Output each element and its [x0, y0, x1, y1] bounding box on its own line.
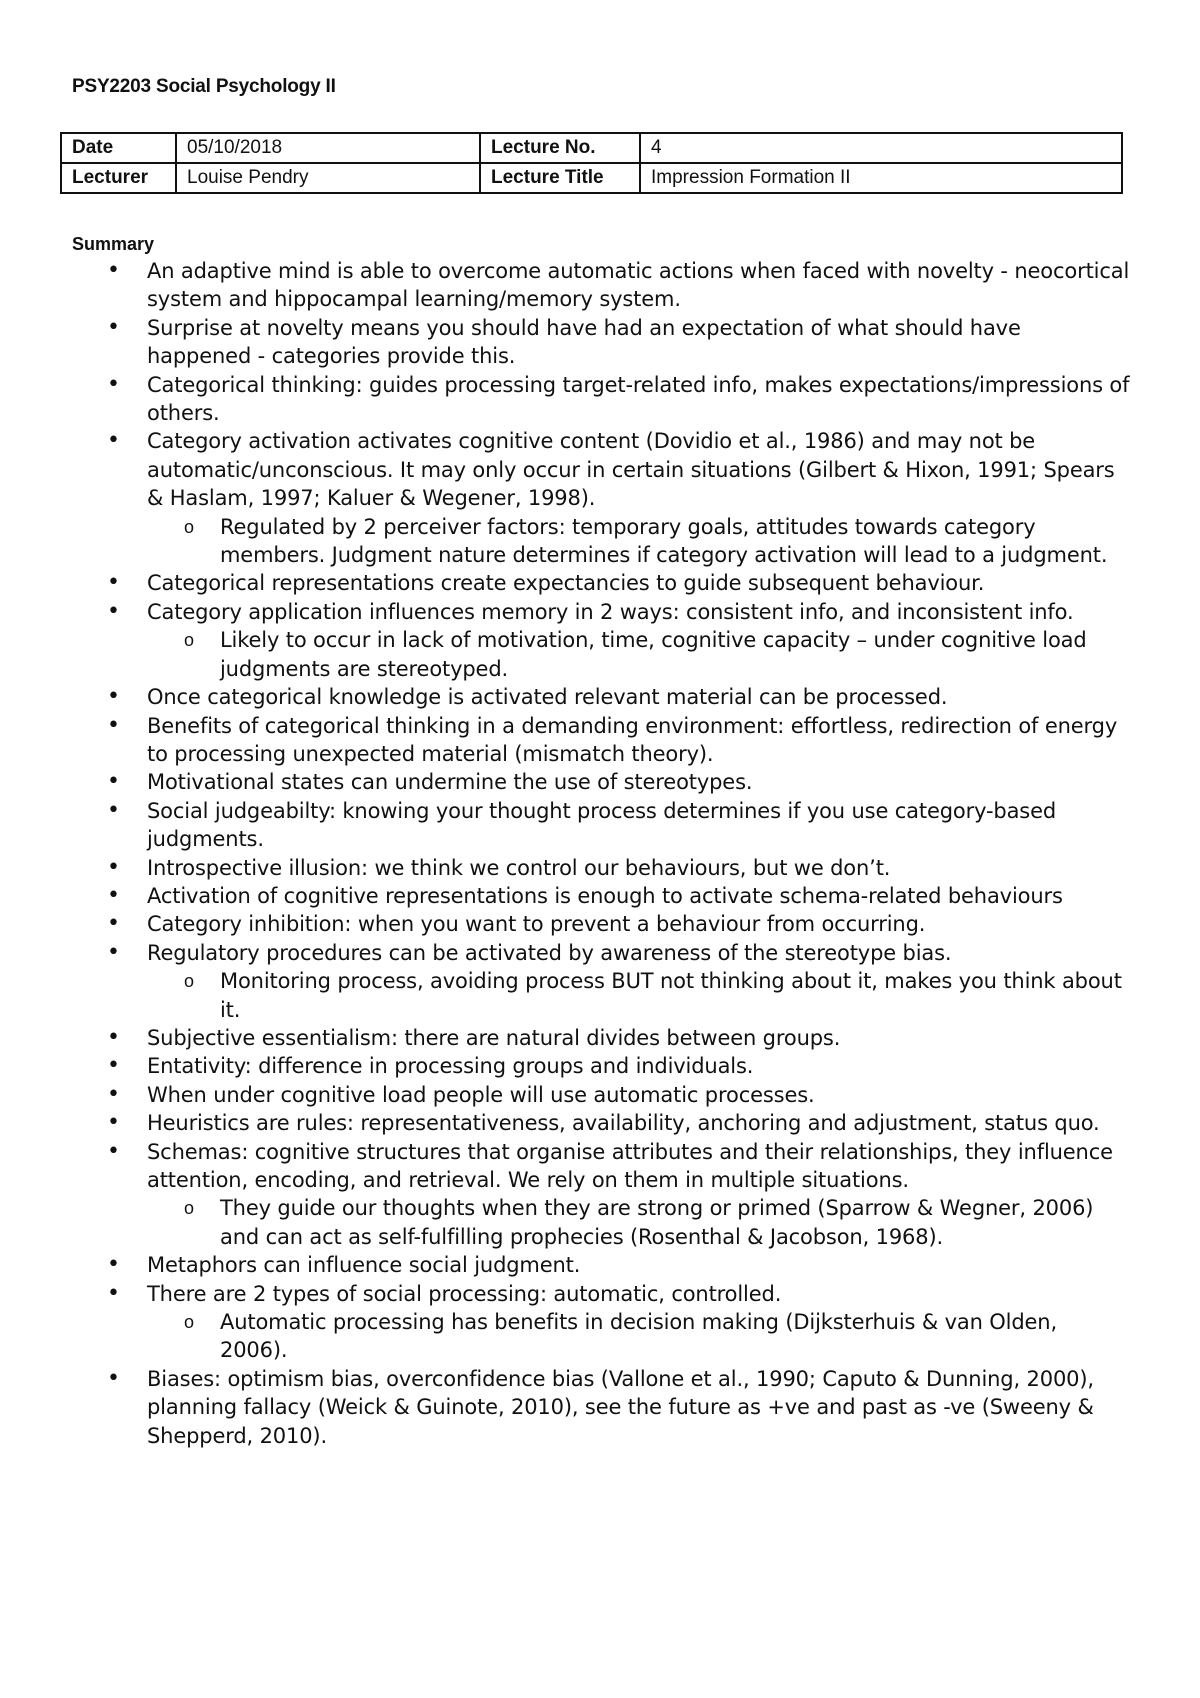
lecture-info-table [60, 132, 1123, 194]
bullet-item: • Categorical representations create expectancies to guide subsequent behaviour. [0, 569, 1160, 597]
bullet-item: • Surprise at novelty means you should have had an expectation of what should have happened - categories provide this. [0, 314, 1160, 371]
bullet-item: • Category inhibition: when you want to prevent a behaviour from occurring. [0, 910, 1160, 938]
date-value: 05/10/2018 [176, 133, 480, 163]
sub-bullet-item: o They guide our thoughts when they are strong or primed (Sparrow & Wegner, 2006) and can act as self-fulfilling prophecies (Rosenthal & Jacobson, 1968). [0, 1194, 1160, 1251]
lecture-title-value: Impression Formation II [640, 163, 1122, 193]
bullet-item: • Introspective illusion: we think we control our behaviours, but we don’t. [0, 854, 1160, 882]
bullet-item: • Entativity: difference in processing groups and individuals. [0, 1052, 1160, 1080]
sub-bullet-item: o Likely to occur in lack of motivation, time, cognitive capacity – under cognitive load judgments are stereotyped. [0, 626, 1160, 683]
lecture-info-row-2 [61, 163, 1122, 193]
bullet-item: • Category activation activates cognitive content (Dovidio et al., 1986) and may not be automatic/unconscious. It may only occur in certain situations (Gilbert & Hixon, 1991; Spears & Haslam, 1997; Kaluer & Wegener, 1998). [0, 427, 1160, 512]
bullet-item: • An adaptive mind is able to overcome automatic actions when faced with novelty - neocortical system and hippocampal learning/memory system. [0, 257, 1160, 314]
sub-bullet-item: o Monitoring process, avoiding process BUT not thinking about it, makes you think about it. [0, 967, 1160, 1024]
sub-bullet-item: o Regulated by 2 perceiver factors: temporary goals, attitudes towards category members. Judgment nature determines if category activation will lead to a judgment. [0, 513, 1160, 570]
summary-list [0, 257, 1160, 1450]
lecture-no-label: Lecture No. [480, 133, 640, 163]
bullet-item: • Category application influences memory in 2 ways: consistent info, and inconsistent info. [0, 598, 1160, 626]
bullet-item: • Social judgeabilty: knowing your thought process determines if you use category-based judgments. [0, 797, 1160, 854]
bullet-item: • When under cognitive load people will use automatic processes. [0, 1081, 1160, 1109]
bullet-item: • Schemas: cognitive structures that organise attributes and their relationships, they influence attention, encoding, and retrieval. We rely on them in multiple situations. [0, 1138, 1160, 1195]
bullet-item: • Activation of cognitive representations is enough to activate schema-related behaviours [0, 882, 1160, 910]
lecturer-value: Louise Pendry [176, 163, 480, 193]
lecture-no-value: 4 [640, 133, 1122, 163]
document-title: PSY2203 Social Psychology II [72, 76, 336, 97]
lecturer-label: Lecturer [61, 163, 176, 193]
lecture-info-row-1 [61, 133, 1122, 163]
sub-bullet-item: o Automatic processing has benefits in decision making (Dijksterhuis & van Olden, 2006). [0, 1308, 1160, 1365]
bullet-item: • There are 2 types of social processing: automatic, controlled. [0, 1280, 1160, 1308]
bullet-item: • Metaphors can influence social judgment. [0, 1251, 1160, 1279]
date-label: Date [61, 133, 176, 163]
summary-heading: Summary [72, 234, 155, 254]
bullet-item: • Subjective essentialism: there are natural divides between groups. [0, 1024, 1160, 1052]
lecture-title-label: Lecture Title [480, 163, 640, 193]
bullet-item: • Heuristics are rules: representativeness, availability, anchoring and adjustment, status quo. [0, 1109, 1160, 1137]
bullet-item: • Biases: optimism bias, overconfidence bias (Vallone et al., 1990; Caputo & Dunning, 2000), planning fallacy (Weick & Guinote, 2010), see the future as +ve and past as -ve (Sweeny & Shepperd, 2010). [0, 1365, 1160, 1450]
bullet-item: • Regulatory procedures can be activated by awareness of the stereotype bias. [0, 939, 1160, 967]
bullet-item: • Once categorical knowledge is activated relevant material can be processed. [0, 683, 1160, 711]
bullet-item: • Benefits of categorical thinking in a demanding environment: effortless, redirection of energy to processing unexpected material (mismatch theory). [0, 712, 1160, 769]
bullet-item: • Categorical thinking: guides processing target-related info, makes expectations/impressions of others. [0, 371, 1160, 428]
bullet-item: • Motivational states can undermine the use of stereotypes. [0, 768, 1160, 796]
